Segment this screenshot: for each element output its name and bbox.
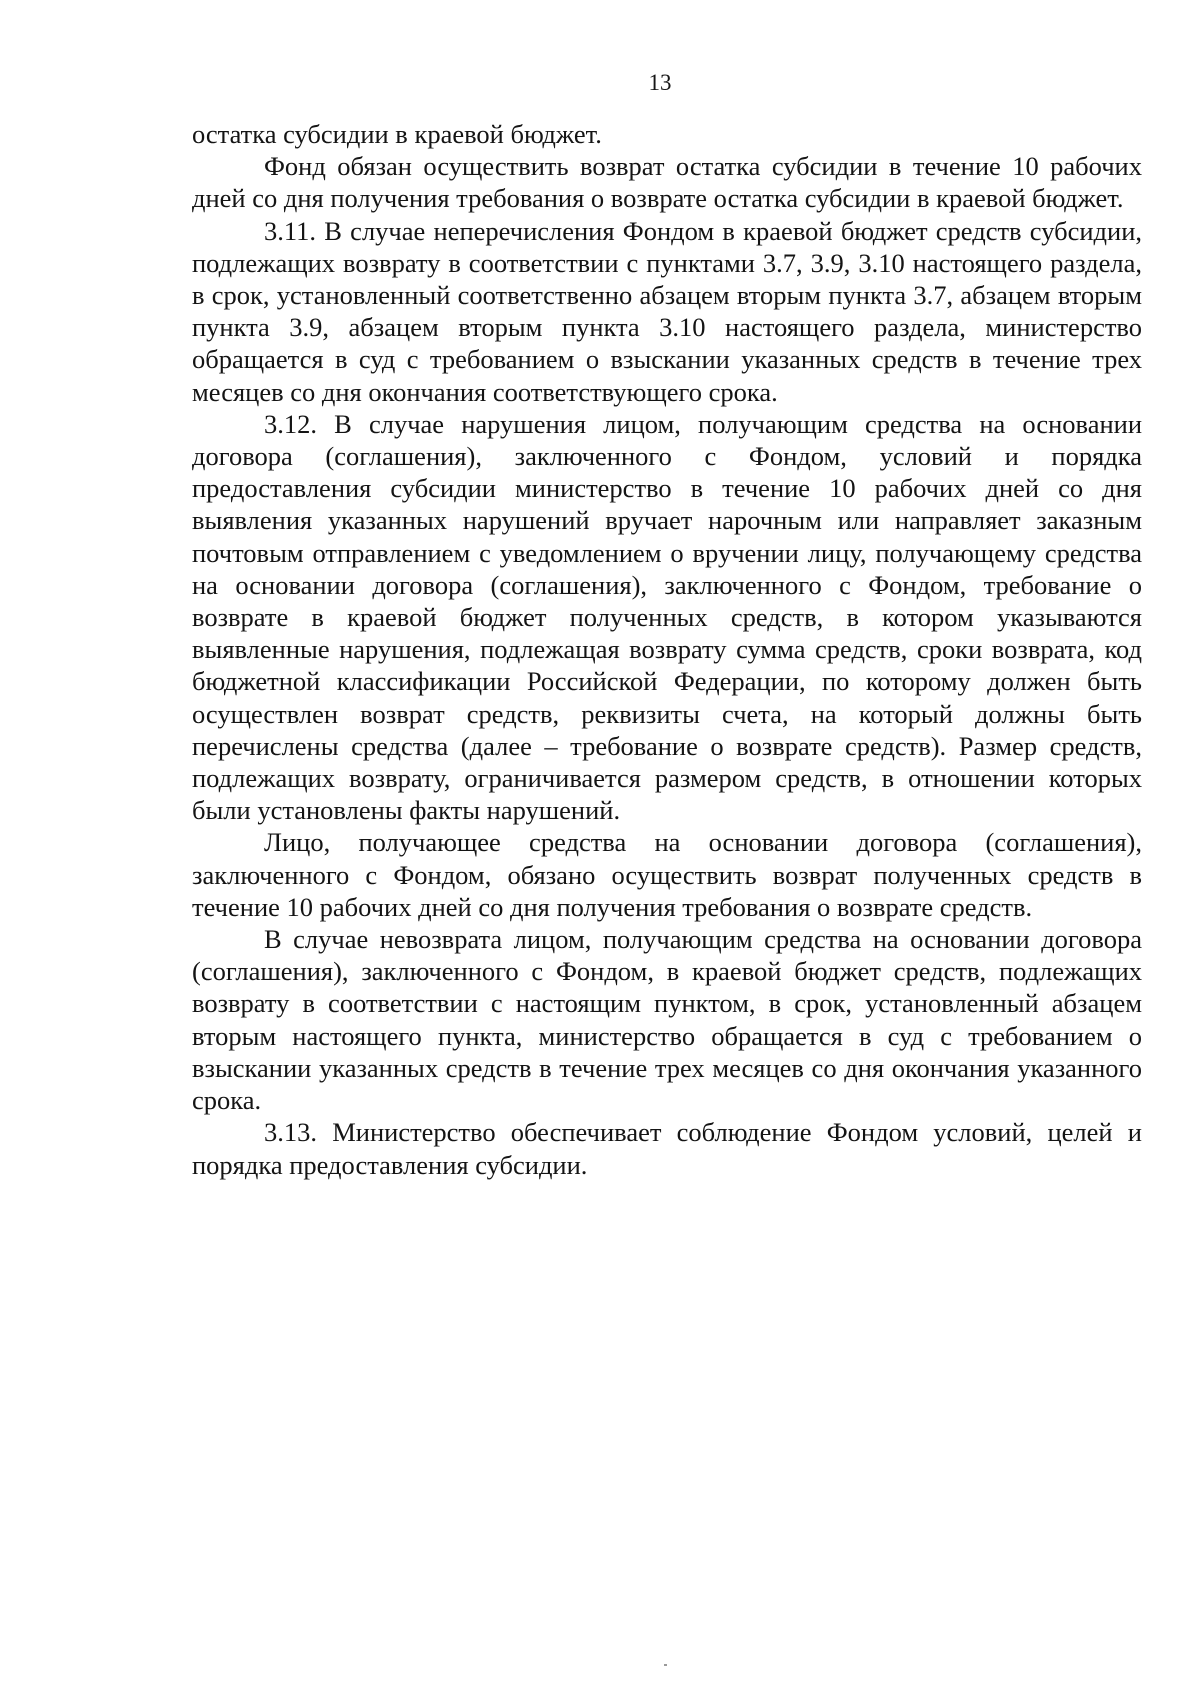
page-number: 13: [648, 70, 672, 95]
paragraph-fund-return-obligation: Фонд обязан осуществить возврат остатка субсидии в течение 10 рабочих дней со дня получения требования о возврате остатка субсидии в краевой бюджет.: [192, 151, 1142, 214]
scan-speck: [664, 1664, 667, 1666]
paragraph-3-11: 3.11. В случае неперечисления Фондом в краевой бюджет средств субсидии, подлежащих возврату в соответствии с пунктами 3.7, 3.9, 3.10 настоящего раздела, в срок, установленный соответственно абзацем вторым пункта 3.7, абзацем вторым пункта 3.9, абзацем вторым пункта 3.10 настоящего раздела, министерство обращается в суд с требованием о взыскании указанных средств в течение трех месяцев со дня окончания соответствующего срока.: [192, 215, 1142, 407]
paragraph-3-13: 3.13. Министерство обеспечивает соблюдение Фондом условий, целей и порядка предоставления субсидии.: [192, 1117, 1142, 1180]
paragraph-non-return-court: В случае невозврата лицом, получающим средства на основании договора (соглашения), заключенного с Фондом, в краевой бюджет средств, подлежащих возврату в соответствии с настоящим пунктом, в срок, установленный абзацем вторым настоящего пункта, министерство обращается в суд с требованием о взыскании указанных средств в течение трех месяцев со дня окончания указанного срока.: [192, 924, 1142, 1116]
paragraph-continuation: остатка субсидии в краевой бюджет.: [192, 119, 602, 149]
paragraph-3-12: 3.12. В случае нарушения лицом, получающим средства на основании договора (соглашения), заключенного с Фондом, условий и порядка предоставления субсидии министерство в течение 10 рабочих дней со дня выявления указанных нарушений вручает нарочным или направляет заказным почтовым отправлением с уведомлением о вручении лицу, получающему средства на основании договора (соглашения), заключенного с Фондом, требование о возврате в краевой бюджет полученных средств, в котором указываются выявленные нарушения, подлежащая возврату сумма средств, сроки возврата, код бюджетной классификации Российской Федерации, по которому должен быть осуществлен возврат средств, реквизиты счета, на который должны быть перечислены средства (далее – требование о возврате средств). Размер средств, подлежащих возврату, ограничивается размером средств, в отношении которых были установлены факты нарушений.: [192, 408, 1142, 826]
document-body: [192, 118, 1142, 1181]
paragraph-recipient-return-obligation: Лицо, получающее средства на основании договора (соглашения), заключенного с Фондом, обязано осуществить возврат полученных средств в течение 10 рабочих дней со дня получения требования о возврате средств.: [192, 827, 1142, 922]
